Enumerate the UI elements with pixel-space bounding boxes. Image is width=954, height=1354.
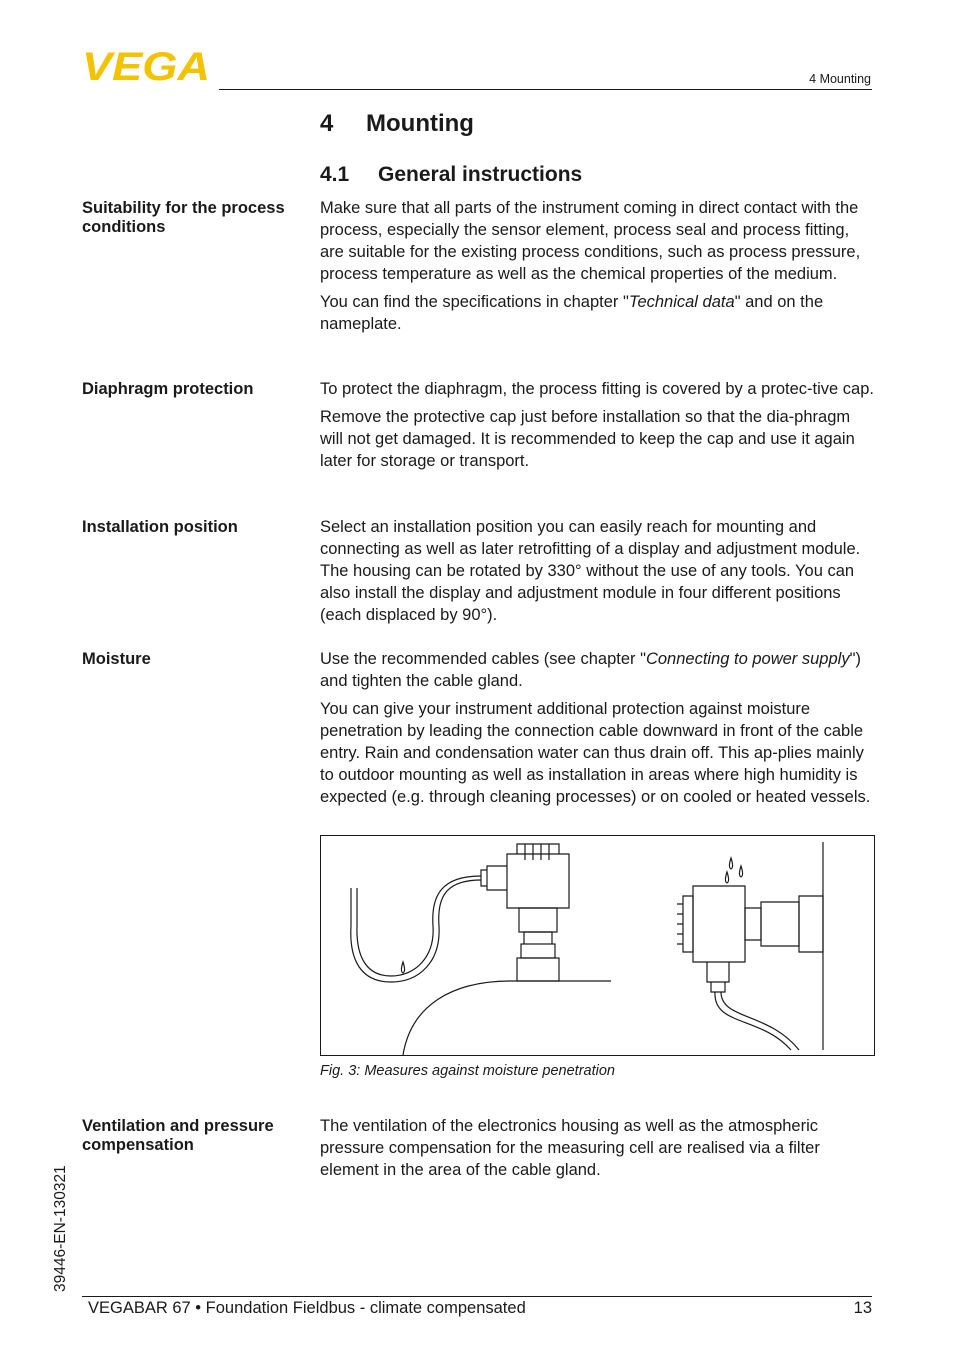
paragraph: Make sure that all parts of the instrument coming in direct contact with the process, especially the sensor element, process seal and process fitting, are suitable for the existing process conditions, such as process pressure, process temperature as well as the chemical properties of the medium. (320, 199, 861, 283)
paragraph: The ventilation of the electronics housing as well as the atmospheric pressure compensation for the measuring cell are realised via a filter element in the area of the cable gland. (320, 1117, 820, 1179)
section-number: 4.1 (320, 163, 350, 186)
paragraph: Select an installation position you can easily reach for mounting and connecting as well as later retrofitting of a display and adjustment module. The housing can be rotated by 330° without the use of any tools. You can also install the display and adjustment module in four different positions (each displaced by 90°). (320, 518, 861, 624)
transmitter-housing (507, 854, 569, 908)
wall-flange (799, 896, 823, 952)
figure-moisture-measures (320, 835, 875, 1056)
process-fitting-right (761, 902, 799, 946)
process-fitting (517, 958, 559, 981)
cable-gland-right (707, 962, 729, 982)
footer-divider (82, 1296, 872, 1297)
section-title: General instructions (378, 163, 583, 186)
side-label-installation: Installation position (82, 518, 238, 536)
vessel-top (403, 981, 611, 1055)
paragraph: You can find the specifications in chapter "Technical data" and on the nameplate. (320, 293, 824, 333)
side-label-moisture: Moisture (82, 650, 151, 668)
paragraph: You can give your instrument additional protection against moisture penetration by leading the connection cable downward in front of the cable entry. Rain and condensation water can thus drain off. This ap-plies mainly to outdoor mounting as well as installation in areas where high humidity is expected (e.g. through cleaning processes) or on cooled or heated vessels. (320, 700, 871, 806)
side-label-ventilation: Ventilation and pressure compensation (82, 1117, 274, 1154)
header-divider (219, 89, 872, 90)
body-installation (320, 516, 875, 632)
transmitter-housing-right (693, 886, 745, 962)
fitting-nut (521, 944, 555, 958)
cable-gland-left (487, 866, 507, 890)
chapter-heading (320, 110, 474, 138)
chapter-title: Mounting (366, 110, 474, 137)
body-suitability (320, 197, 875, 341)
body-ventilation (320, 1115, 875, 1187)
cable-loop-left (357, 876, 481, 976)
paragraph: To protect the diaphragm, the process fitting is covered by a protec-tive cap. (320, 380, 874, 398)
water-drop-icon (726, 872, 729, 883)
chapter-number: 4 (320, 110, 334, 137)
figure-caption: Fig. 3: Measures against moisture penetration (320, 1063, 615, 1079)
vega-logo (82, 48, 212, 84)
paragraph: Remove the protective cap just before installation so that the dia-phragm will not get damaged. It is recommended to keep the cap and use it again later for storage or transport. (320, 408, 855, 470)
logo-text: VEGA (82, 48, 210, 84)
paragraph: Use the recommended cables (see chapter "Connecting to power supply") and tighten the cable gland. (320, 650, 861, 690)
water-drop-icon (740, 866, 743, 877)
body-diaphragm (320, 378, 875, 478)
cable-right (715, 992, 791, 1050)
section-heading (320, 163, 582, 187)
document-id: 39446-EN-130321 (52, 1165, 69, 1292)
transmitter-lower (519, 908, 557, 932)
water-drop-icon (402, 962, 405, 973)
header-section-label: 4 Mounting (809, 72, 871, 86)
water-drop-icon (730, 858, 733, 869)
body-moisture (320, 648, 875, 814)
side-label-suitability: Suitability for the process conditions (82, 199, 285, 236)
moisture-illustration (321, 836, 874, 1055)
page-number: 13 (853, 1299, 872, 1317)
side-label-diaphragm: Diaphragm protection (82, 380, 254, 398)
footer-title: VEGABAR 67 • Foundation Fieldbus - climate compensated (88, 1299, 526, 1317)
